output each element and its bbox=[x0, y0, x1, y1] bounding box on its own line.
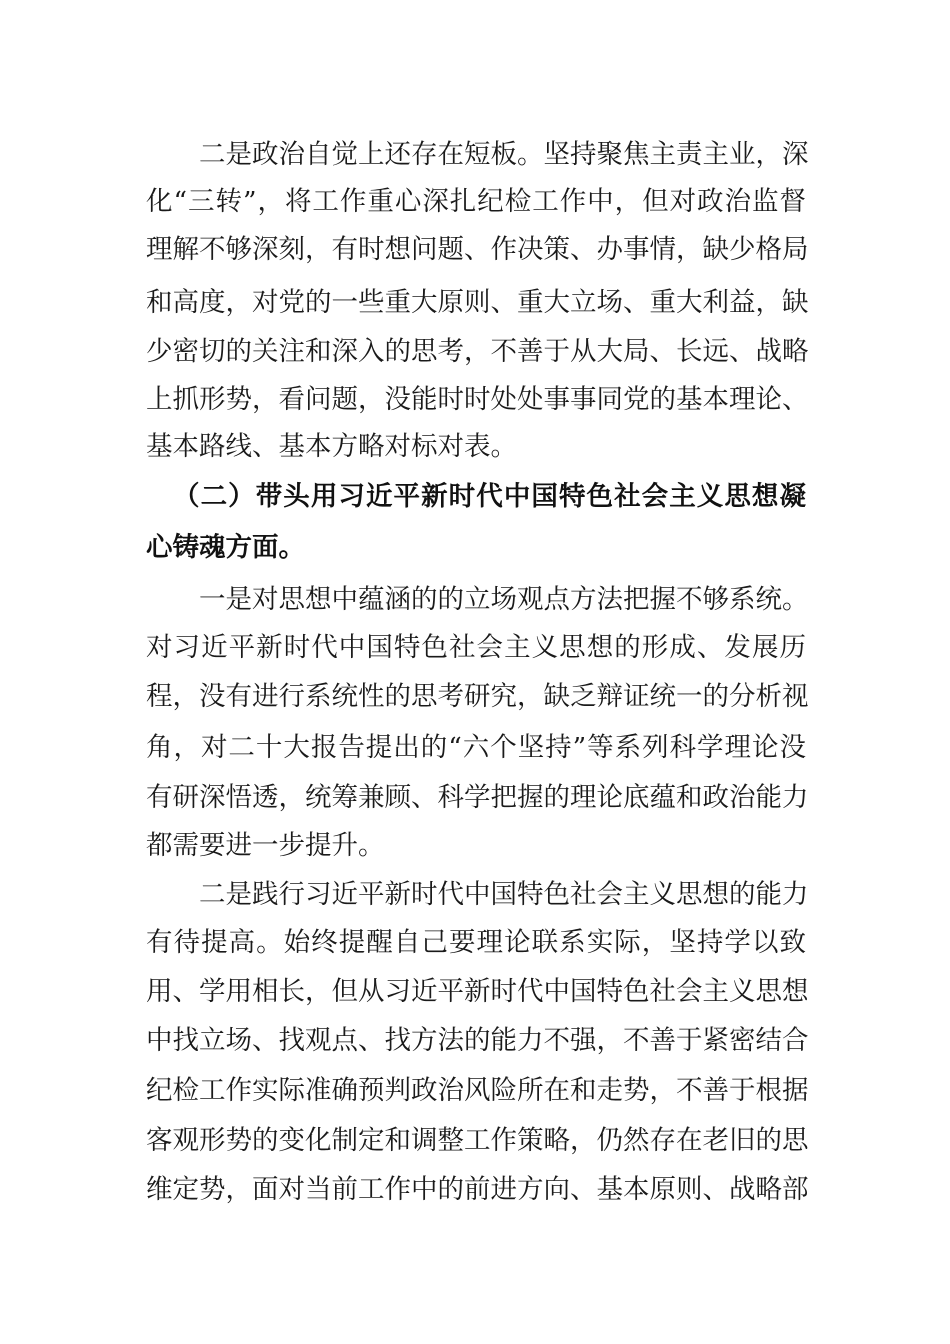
paragraph-line: 基本路线、基本方略对标对表。 bbox=[146, 431, 517, 462]
paragraph-line: 用、学用相长，但从习近平新时代中国特色社会主义思想 bbox=[146, 976, 809, 1007]
paragraph-line: 二是政治自觉上还存在短板。坚持聚焦主责主业，深 bbox=[199, 139, 809, 170]
paragraph-line: 上抓形势，看问题，没能时时处处事事同党的基本理论、 bbox=[146, 384, 809, 415]
paragraph-line: 角，对二十大报告提出的“六个坚持”等系列科学理论没 bbox=[146, 732, 806, 763]
paragraph-line: 纪检工作实际准确预判政治风险所在和走势，不善于根据 bbox=[146, 1075, 809, 1106]
paragraph-line: 维定势，面对当前工作中的前进方向、基本原则、战略部 bbox=[146, 1174, 809, 1205]
paragraph-line: 都需要进一步提升。 bbox=[146, 830, 385, 861]
paragraph-line: 二是践行习近平新时代中国特色社会主义思想的能力 bbox=[199, 879, 809, 910]
paragraph-line: 对习近平新时代中国特色社会主义思想的形成、发展历 bbox=[146, 632, 806, 663]
paragraph-line: 和高度，对党的一些重大原则、重大立场、重大利益，缺 bbox=[146, 287, 809, 318]
paragraph-line: 理解不够深刻，有时想问题、作决策、办事情，缺少格局 bbox=[146, 234, 809, 265]
paragraph-line: 一是对思想中蕴涵的的立场观点方法把握不够系统。 bbox=[199, 584, 809, 615]
section-heading: 心铸魂方面。 bbox=[146, 532, 305, 563]
paragraph-line: 客观形势的变化制定和调整工作策略，仍然存在老旧的思 bbox=[146, 1125, 809, 1156]
paragraph-line: 中找立场、找观点、找方法的能力不强，不善于紧密结合 bbox=[146, 1025, 809, 1056]
paragraph-line: 有待提高。始终提醒自己要理论联系实际，坚持学以致 bbox=[146, 927, 806, 958]
section-heading: （二）带头用习近平新时代中国特色社会主义思想凝 bbox=[173, 481, 806, 512]
paragraph-line: 少密切的关注和深入的思考，不善于从大局、长远、战略 bbox=[146, 336, 809, 367]
paragraph-line: 化“三转”，将工作重心深扎纪检工作中，但对政治监督 bbox=[146, 186, 806, 217]
paragraph-line: 程，没有进行系统性的思考研究，缺乏辩证统一的分析视 bbox=[146, 681, 809, 712]
paragraph-line: 有研深悟透，统筹兼顾、科学把握的理论底蕴和政治能力 bbox=[146, 782, 809, 813]
